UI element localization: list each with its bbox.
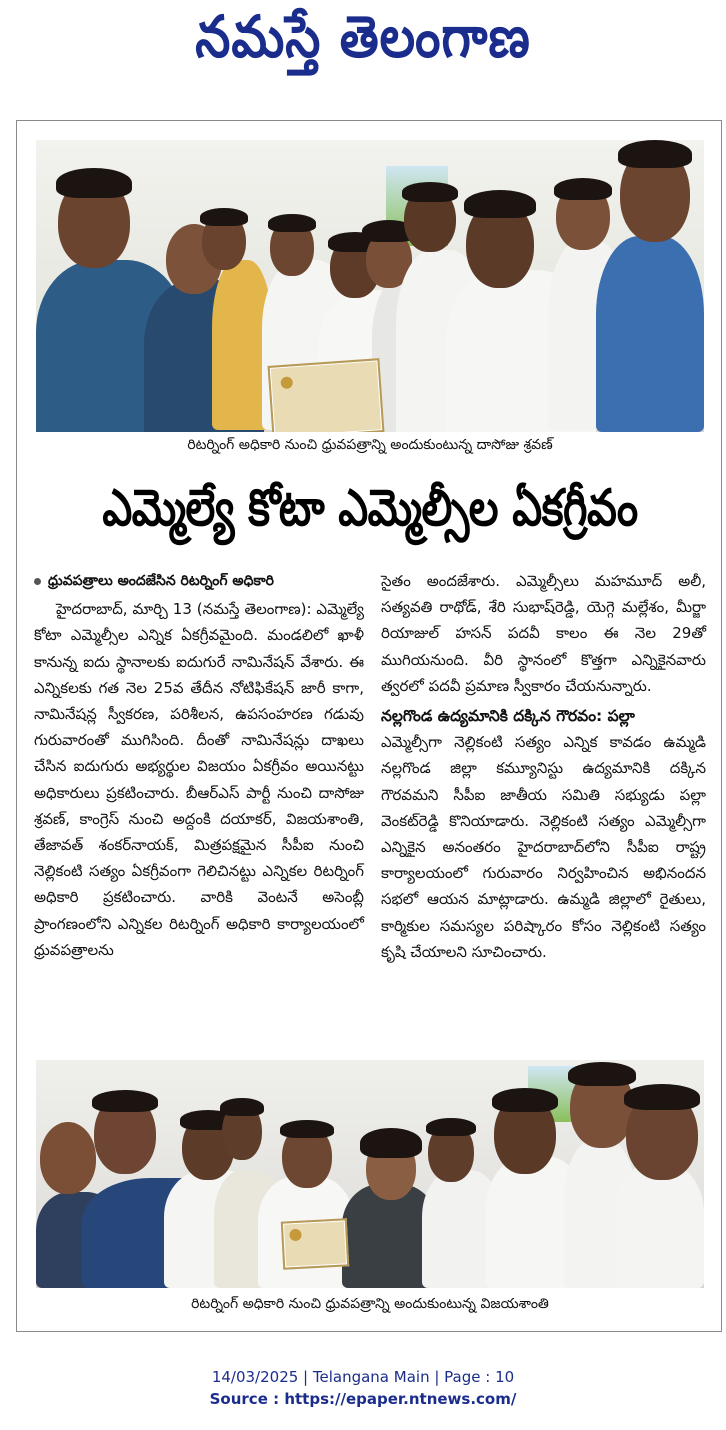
top-photo-caption: రిటర్నింగ్ అధికారి నుంచి ధ్రువపత్రాన్ని అందుకుంటున్న దాసోజు శ్రవణ్: [187, 437, 553, 453]
headline: [36, 478, 704, 550]
article-column-left: [34, 568, 364, 963]
footer: [0, 1366, 726, 1410]
body-paragraph: ఎమ్మెల్సీగా నెల్లికంటి సత్యం ఎన్నిక కావడం ఉమ్మడి నల్లగొండ జిల్లా కమ్యూనిస్టు ఉద్యమానికి దక్కిన గౌరవమని సీపీఐ జాతీయ సమితి సభ్యుడు పల్లా వెంకట్‌రెడ్డి కొనియాడారు. నెల్లికంటి సత్యం ఎమ్మెల్సీగా ఎన్నికైన అనంతరం హైదరాబాద్‌లోని సీపీఐ రాష్ట్ర కార్యాలయంలో గురువారం నిర్వహించిన అభినందన సభలో ఆయన మాట్లాడారు. ఉమ్మడి జిల్లాలో రైతులు, కార్మికుల సమస్యల పరిష్కారం కోసం నెల్లికంటి సత్యం కృషి చేయాలని సూచించారు.: [381, 733, 706, 961]
newspaper-title: నమస్తే తెలంగాణ: [195, 3, 531, 70]
bullet-icon: [34, 578, 41, 585]
body-paragraph: హైదరాబాద్, మార్చి 13 (నమస్తే తెలంగాణ): ఎమ్మెల్యే కోటా ఎమ్మెల్సీల ఎన్నిక ఏకగ్రీవమైంది. మండలిలో ఖాళీ కానున్న ఐదు స్థానాలకు ఐదుగురే నామినేషన్ వేశారు. ఈ ఎన్నికలకు గత నెల 25వ తేదీన నోటిఫికేషన్ జారీ కాగా, నామినేషన్ల స్వీకరణ, పరిశీలన, ఉపసంహరణ గడువు గురువారంతో ముగిసింది. దీంతో నామినేషన్లు దాఖలు చేసిన ఐదుగురు అభ్యర్థుల విజయం ఏకగ్రీవం అయినట్టు అధికారులు ప్రకటించారు. బీఆర్ఎస్ పార్టీ నుంచి దాసోజు శ్రవణ్, కాంగ్రెస్ నుంచి అద్దంకి దయాకర్, విజయశాంతి, తేజావత్ శంకర్‌నాయక్, మిత్రపక్షమైన సీపీఐ నుంచి నెల్లికంటి సత్యం ఏకగ్రీవంగా గెలిచినట్టు ఎన్నికల రిటర్నింగ్ అధికారి ప్రకటించారు. వారికి వెంటనే అసెంబ్లీ ప్రాంగణంలోని ఎన్నికల రిటర్నింగ్ అధికారి కార్యాలయంలో ధ్రువపత్రాలను: [34, 600, 364, 959]
footer-date-page: 14/03/2025 | Telangana Main | Page : 10: [211, 1368, 515, 1386]
bullet-subhead: [34, 568, 364, 594]
body-paragraph: సైతం అందజేశారు. ఎమ్మెల్సీలు మహమూద్ అలీ, సత్యవతి రాథోడ్, శేరి సుభాష్‌రెడ్డి, యెగ్గె మల్లేశం, మీర్జా రియాజుల్ హసన్ పదవీ కాలం ఈ నెల 29తో ముగియనుంది. వీరి స్థానంలో కొత్తగా ఎన్నికైనవారు త్వరలో పదవీ ప్రమాణ స్వీకారం చేయనున్నారు.: [381, 572, 706, 695]
certificate: [281, 1218, 349, 1269]
masthead: [0, 0, 726, 88]
bullet-text: ధ్రువపత్రాలు అందజేసిన రిటర్నింగ్ అధికారి: [48, 573, 274, 589]
bottom-photo: [36, 1060, 704, 1288]
footer-source: Source : https://epaper.ntnews.com/: [209, 1390, 517, 1408]
certificate: [268, 358, 385, 432]
section-subhead: నల్లగొండ ఉద్యమానికి దక్కిన గౌరవం: పల్లా: [381, 707, 635, 726]
top-photo: [36, 140, 704, 432]
bottom-photo-caption: రిటర్నింగ్ అధికారి నుంచి ధ్రువపత్రాన్ని అందుకుంటున్న విజయశాంతి: [191, 1296, 549, 1312]
headline-text: ఎమ్మెల్యే కోటా ఎమ్మెల్సీల ఏకగ్రీవం: [102, 478, 638, 537]
article-column-right: [381, 568, 706, 965]
